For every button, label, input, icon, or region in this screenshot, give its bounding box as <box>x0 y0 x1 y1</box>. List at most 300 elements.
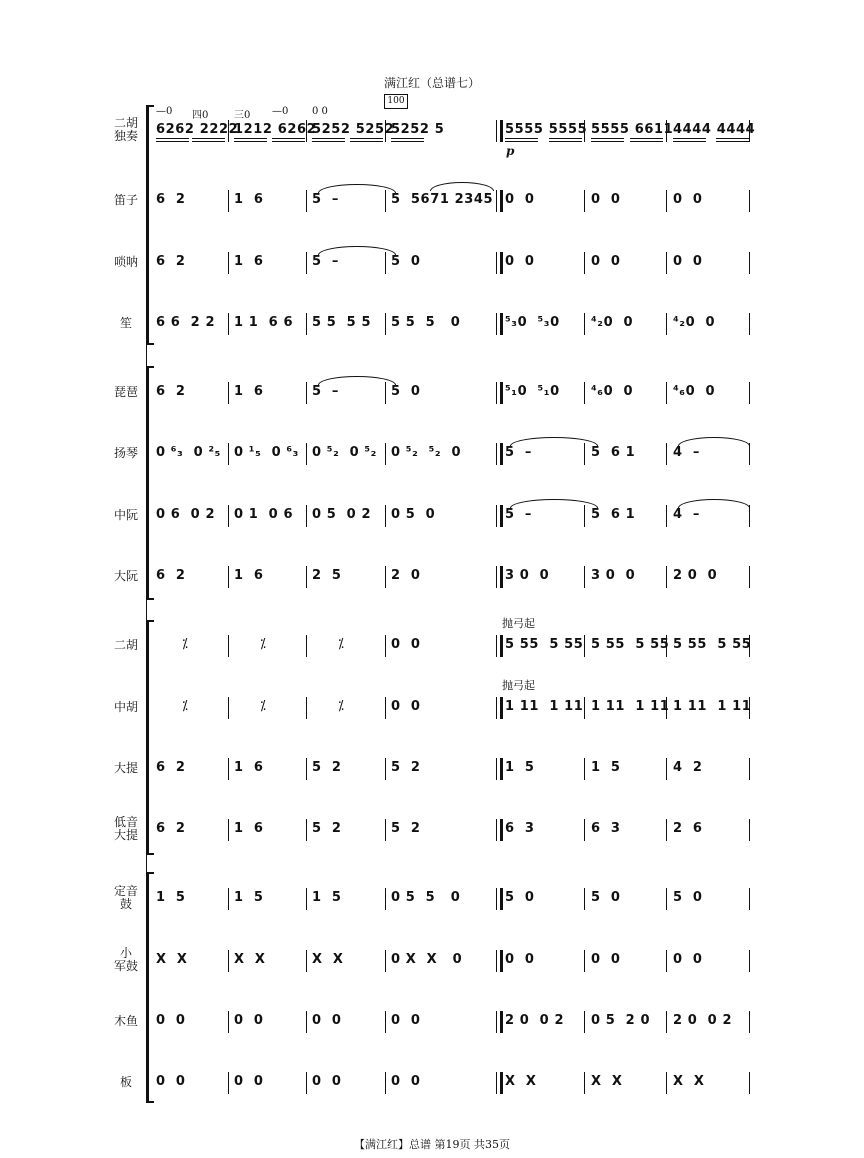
barline <box>666 382 667 404</box>
instrument-name <box>104 816 148 842</box>
barline <box>496 635 497 657</box>
barline <box>500 697 503 719</box>
tie-slur <box>318 376 396 385</box>
measure-notes: 6 2 <box>156 760 186 775</box>
instrument-name <box>104 117 148 143</box>
barline <box>385 697 386 719</box>
dynamic-piano: p <box>506 144 515 158</box>
measure-notes: 5 5 5 0 <box>391 315 461 330</box>
measure-notes: 5 0 <box>591 890 621 905</box>
tie-slur <box>510 499 598 508</box>
beam-underline <box>156 138 189 139</box>
barline <box>749 313 750 335</box>
barline <box>500 443 503 465</box>
barline <box>228 566 229 588</box>
measure-notes: 1 6 <box>234 760 264 775</box>
measure-notes: 0 0 <box>591 952 621 967</box>
measure-notes: 1 6 <box>234 254 264 269</box>
beam-underline <box>591 141 624 142</box>
measure-notes: 5 – <box>505 507 532 522</box>
barline <box>496 313 497 335</box>
barline <box>385 950 386 972</box>
barline <box>749 382 750 404</box>
measure-notes: 6 2 <box>156 192 186 207</box>
measure-notes: 6 6 2 2 <box>156 315 216 330</box>
barline <box>584 758 585 780</box>
instrument-name <box>104 194 148 207</box>
barline <box>666 505 667 527</box>
barline <box>385 505 386 527</box>
measure-notes: 4 2 <box>673 760 703 775</box>
instrument-name <box>104 509 148 522</box>
beam-underline <box>549 138 582 139</box>
measure-notes: 0 ⁵₂ 0 ⁵₂ <box>312 445 377 460</box>
barline <box>749 252 750 274</box>
measure-notes: 0 0 <box>591 254 621 269</box>
fingering-mark: —0 <box>156 106 173 117</box>
measure-notes: 0 0 <box>391 637 421 652</box>
barline <box>228 443 229 465</box>
barline <box>584 382 585 404</box>
barline <box>496 190 497 212</box>
beam-underline <box>312 138 345 139</box>
measure-notes: 0 0 <box>234 1074 264 1089</box>
beam-underline <box>272 138 305 139</box>
barline <box>385 382 386 404</box>
beam-underline <box>272 141 305 142</box>
measure-notes: ⁒ <box>338 637 345 652</box>
barline <box>306 950 307 972</box>
instrument-name-line: 大提 <box>113 828 138 842</box>
barline <box>496 120 497 142</box>
measure-notes: 6 3 <box>505 821 535 836</box>
measure-notes: 2 0 0 2 <box>505 1013 565 1028</box>
beam-underline <box>156 141 189 142</box>
barline <box>584 505 585 527</box>
barline <box>385 313 386 335</box>
instrument-name-line: 军鼓 <box>113 959 138 973</box>
measure-notes: X X <box>673 1074 705 1089</box>
barline <box>500 505 503 527</box>
barline <box>306 635 307 657</box>
instrument-name <box>104 947 148 973</box>
measure-notes: 5 – <box>312 254 339 269</box>
barline <box>496 443 497 465</box>
barline <box>306 697 307 719</box>
barline <box>385 819 386 841</box>
measure-notes: 1212 6262 <box>234 122 317 137</box>
beam-underline <box>630 141 663 142</box>
beam-underline <box>505 138 538 139</box>
barline <box>500 888 503 910</box>
measure-notes: 1 11 1 11 <box>505 699 584 714</box>
beam-underline <box>716 138 749 139</box>
instrument-name <box>104 570 148 583</box>
instrument-name-line: 笙 <box>119 316 132 330</box>
barline <box>496 566 497 588</box>
instrument-name-line: 二胡 <box>113 116 138 130</box>
measure-notes: 0 6 0 2 <box>156 507 216 522</box>
instrument-name-line: 中阮 <box>113 508 138 522</box>
measure-notes: ⁒ <box>260 637 267 652</box>
barline <box>500 252 503 274</box>
barline <box>584 819 585 841</box>
barline <box>749 819 750 841</box>
measure-notes: 5 0 <box>391 254 421 269</box>
barline <box>749 190 750 212</box>
barline <box>584 1072 585 1094</box>
measure-notes: 2 0 <box>391 568 421 583</box>
barline <box>228 950 229 972</box>
barline <box>306 443 307 465</box>
instrument-name-line: 独奏 <box>113 129 138 143</box>
barline <box>306 819 307 841</box>
barline <box>385 443 386 465</box>
barline <box>496 888 497 910</box>
barline <box>584 888 585 910</box>
measure-notes: 5 2 <box>312 760 342 775</box>
measure-notes: 0 0 <box>505 192 535 207</box>
barline <box>496 697 497 719</box>
barline <box>306 758 307 780</box>
barline <box>584 190 585 212</box>
tie-slur <box>678 437 750 446</box>
instrument-name <box>104 639 148 652</box>
measure-notes: 1 6 <box>234 568 264 583</box>
instrument-name-line: 唢呐 <box>113 255 138 269</box>
barline <box>584 697 585 719</box>
tie-slur <box>510 437 598 446</box>
tie-slur <box>318 184 396 193</box>
beam-underline <box>630 138 663 139</box>
barline <box>496 758 497 780</box>
barline <box>228 758 229 780</box>
measure-notes: 6 2 <box>156 568 186 583</box>
barline <box>666 566 667 588</box>
barline <box>500 819 503 841</box>
beam-underline <box>350 141 383 142</box>
barline <box>228 252 229 274</box>
barline <box>385 888 386 910</box>
barline <box>228 635 229 657</box>
beam-underline <box>591 138 624 139</box>
barline <box>500 635 503 657</box>
measure-notes: 5 55 5 55 <box>673 637 752 652</box>
barline <box>666 758 667 780</box>
barline <box>666 313 667 335</box>
measure-notes: ⁵₁0 ⁵₁0 <box>505 384 560 399</box>
beam-underline <box>391 138 424 139</box>
barline <box>749 1072 750 1094</box>
measure-notes: ⁒ <box>260 699 267 714</box>
barline <box>666 950 667 972</box>
measure-notes: 5252 5 <box>391 122 445 137</box>
beam-underline <box>673 141 706 142</box>
measure-notes: 5 – <box>312 384 339 399</box>
measure-notes: 0 1 0 6 <box>234 507 294 522</box>
measure-notes: ⁴₆0 0 <box>673 384 716 399</box>
measure-notes: ⁴₂0 0 <box>591 315 634 330</box>
measure-notes: ⁒ <box>338 699 345 714</box>
beam-underline <box>350 138 383 139</box>
measure-notes: 0 0 <box>156 1074 186 1089</box>
measure-notes: 2 5 <box>312 568 342 583</box>
measure-notes: 2 6 <box>673 821 703 836</box>
measure-notes: 0 0 <box>312 1013 342 1028</box>
measure-notes: 5 0 <box>391 384 421 399</box>
barline <box>500 313 503 335</box>
barline <box>500 566 503 588</box>
barline <box>666 888 667 910</box>
barline <box>306 190 307 212</box>
barline <box>228 819 229 841</box>
instrument-name <box>104 1015 148 1028</box>
beam-underline <box>391 141 424 142</box>
measure-notes: X X <box>156 952 188 967</box>
measure-notes: 5 2 <box>391 760 421 775</box>
barline <box>228 888 229 910</box>
measure-notes: 5 – <box>312 192 339 207</box>
measure-notes: 6262 2222 <box>156 122 239 137</box>
measure-notes: 0 0 <box>673 254 703 269</box>
barline <box>584 252 585 274</box>
measure-notes: 0 0 <box>505 254 535 269</box>
measure-notes: 5555 6611 <box>591 122 674 137</box>
measure-notes: 1 1 6 6 <box>234 315 294 330</box>
barline <box>496 505 497 527</box>
measure-notes: 0 X X 0 <box>391 952 463 967</box>
instrument-name <box>104 256 148 269</box>
measure-notes: 6 2 <box>156 254 186 269</box>
measure-notes: ⁴₂0 0 <box>673 315 716 330</box>
measure-notes: 0 0 <box>505 952 535 967</box>
measure-notes: 0 0 <box>391 699 421 714</box>
barline <box>228 505 229 527</box>
barline <box>749 1011 750 1033</box>
barline <box>228 1011 229 1033</box>
barline <box>749 758 750 780</box>
barline <box>496 252 497 274</box>
barline <box>306 1011 307 1033</box>
barline <box>306 1072 307 1094</box>
barline <box>385 252 386 274</box>
instrument-name-line: 二胡 <box>113 638 138 652</box>
barline <box>666 1072 667 1094</box>
measure-notes: 1 11 1 11 <box>673 699 752 714</box>
measure-notes: 2 0 0 <box>673 568 718 583</box>
barline <box>584 313 585 335</box>
measure-notes: 0 5 0 2 <box>312 507 372 522</box>
barline <box>500 190 503 212</box>
measure-notes: 1 5 <box>234 890 264 905</box>
barline <box>666 190 667 212</box>
barline <box>666 443 667 465</box>
measure-notes: ⁴₆0 0 <box>591 384 634 399</box>
measure-notes: 5 5671 2345 <box>391 192 494 207</box>
barline <box>306 888 307 910</box>
measure-notes: 1 6 <box>234 384 264 399</box>
measure-notes: 1 6 <box>234 192 264 207</box>
rehearsal-mark: 100 <box>384 94 408 109</box>
measure-notes: 0 0 <box>673 192 703 207</box>
measure-notes: 4444 4444 <box>673 122 756 137</box>
barline <box>306 382 307 404</box>
barline <box>500 1011 503 1033</box>
measure-notes: 6 2 <box>156 384 186 399</box>
fingering-mark: 三0 <box>234 110 251 121</box>
measure-notes: 1 6 <box>234 821 264 836</box>
barline <box>306 566 307 588</box>
measure-notes: 5 6 1 <box>591 445 636 460</box>
measure-notes: 0 ⁶₃ 0 ²₅ <box>156 445 221 460</box>
beam-underline <box>716 141 749 142</box>
barline <box>385 566 386 588</box>
instrument-name-line: 小 <box>119 946 132 960</box>
barline <box>749 443 750 465</box>
instrument-name-line: 中胡 <box>113 700 138 714</box>
bowing-instruction: 抛弓起 <box>502 679 535 692</box>
measure-notes: 4 – <box>673 445 700 460</box>
instrument-name-line: 大提 <box>113 761 138 775</box>
barline <box>496 1011 497 1033</box>
barline <box>500 120 503 142</box>
beam-underline <box>673 138 706 139</box>
measure-notes: X X <box>505 1074 537 1089</box>
instrument-name-line: 笛子 <box>113 193 138 207</box>
barline <box>385 758 386 780</box>
barline <box>500 950 503 972</box>
instrument-name-line: 木鱼 <box>113 1014 138 1028</box>
measure-notes: 1 5 <box>505 760 535 775</box>
instrument-name <box>104 885 148 911</box>
barline <box>584 443 585 465</box>
barline <box>584 950 585 972</box>
measure-notes: 1 11 1 11 <box>591 699 670 714</box>
beam-underline <box>312 141 345 142</box>
barline <box>749 566 750 588</box>
measure-notes: ⁵₃0 ⁵₃0 <box>505 315 560 330</box>
barline <box>666 819 667 841</box>
barline <box>385 190 386 212</box>
page-footer: 【满江红】总谱 第19页 共35页 <box>354 1138 510 1151</box>
measure-notes: 6 3 <box>591 821 621 836</box>
measure-notes: 0 ¹₅ 0 ⁶₃ <box>234 445 299 460</box>
score-title: 满江红（总谱七） <box>383 76 480 90</box>
beam-underline <box>234 138 267 139</box>
measure-notes: 1 5 <box>591 760 621 775</box>
measure-notes: 2 0 0 2 <box>673 1013 733 1028</box>
barline <box>666 1011 667 1033</box>
measure-notes: 3 0 0 <box>591 568 636 583</box>
barline <box>584 566 585 588</box>
measure-notes: ⁒ <box>182 699 189 714</box>
instrument-name-line: 琵琶 <box>113 385 138 399</box>
measure-notes: X X <box>591 1074 623 1089</box>
barline <box>584 635 585 657</box>
barline <box>749 505 750 527</box>
instrument-name-line: 低音 <box>113 815 138 829</box>
measure-notes: 5 0 <box>505 890 535 905</box>
measure-notes: 0 0 <box>234 1013 264 1028</box>
instrument-name-line: 大阮 <box>113 569 138 583</box>
beam-underline <box>549 141 582 142</box>
measure-notes: 1 5 <box>312 890 342 905</box>
instrument-name <box>104 447 148 460</box>
measure-notes: 5555 5555 <box>505 122 588 137</box>
barline <box>496 1072 497 1094</box>
measure-notes: 5 6 1 <box>591 507 636 522</box>
barline <box>228 313 229 335</box>
instrument-name-line: 板 <box>119 1075 132 1089</box>
measure-notes: 0 ⁵₂ ⁵₂ 0 <box>391 445 462 460</box>
instrument-name-line: 定音 <box>113 884 138 898</box>
barline <box>500 382 503 404</box>
barline <box>496 950 497 972</box>
measure-notes: 5 0 <box>673 890 703 905</box>
measure-notes: 5 2 <box>312 821 342 836</box>
instrument-name <box>104 762 148 775</box>
barline <box>306 313 307 335</box>
barline <box>228 697 229 719</box>
measure-notes: 0 0 <box>391 1074 421 1089</box>
measure-notes: 0 0 <box>312 1074 342 1089</box>
barline <box>228 382 229 404</box>
barline <box>500 1072 503 1094</box>
instrument-name-line: 扬琴 <box>113 446 138 460</box>
instrument-name <box>104 1076 148 1089</box>
measure-notes: 0 0 <box>391 1013 421 1028</box>
measure-notes: 0 5 5 0 <box>391 890 461 905</box>
measure-notes: 3 0 0 <box>505 568 550 583</box>
barline <box>496 819 497 841</box>
measure-notes: 4 – <box>673 507 700 522</box>
barline <box>666 252 667 274</box>
barline <box>306 252 307 274</box>
barline <box>749 888 750 910</box>
beam-underline <box>192 141 225 142</box>
bowing-instruction: 抛弓起 <box>502 617 535 630</box>
instrument-name <box>104 317 148 330</box>
tie-slur <box>678 499 750 508</box>
barline <box>385 1072 386 1094</box>
measure-notes: ⁒ <box>182 637 189 652</box>
measure-notes: X X <box>312 952 344 967</box>
beam-underline <box>234 141 267 142</box>
fingering-mark: 四0 <box>192 110 209 121</box>
fingering-mark: —0 <box>272 106 289 117</box>
tie-slur <box>318 246 396 255</box>
measure-notes: X X <box>234 952 266 967</box>
measure-notes: 0 5 2 0 <box>591 1013 651 1028</box>
measure-notes: 5 – <box>505 445 532 460</box>
instrument-name-line: 鼓 <box>119 897 132 911</box>
measure-notes: 5252 5252 <box>312 122 395 137</box>
barline <box>228 190 229 212</box>
barline <box>749 950 750 972</box>
instrument-name <box>104 701 148 714</box>
barline <box>306 505 307 527</box>
beam-underline <box>192 138 225 139</box>
measure-notes: 5 5 5 5 <box>312 315 372 330</box>
measure-notes: 6 2 <box>156 821 186 836</box>
beam-underline <box>505 141 538 142</box>
barline <box>496 382 497 404</box>
instrument-name <box>104 386 148 399</box>
measure-notes: 0 0 <box>156 1013 186 1028</box>
barline <box>228 1072 229 1094</box>
fingering-mark: 0 0 <box>312 106 328 117</box>
measure-notes: 5 55 5 55 <box>505 637 584 652</box>
